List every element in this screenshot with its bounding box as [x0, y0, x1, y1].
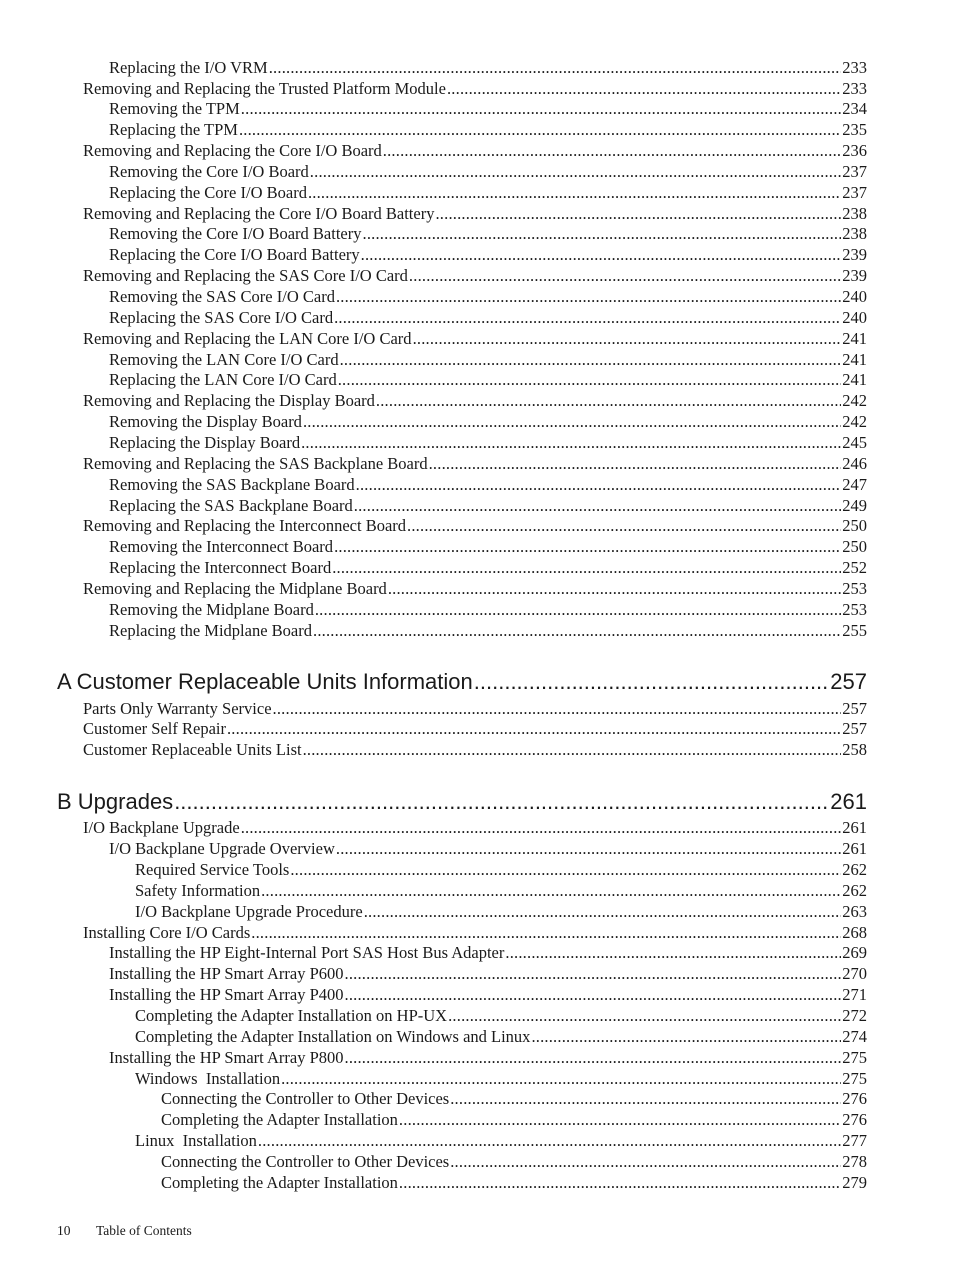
- toc-entry[interactable]: [109, 222, 867, 243]
- toc-entry[interactable]: [109, 368, 867, 389]
- toc-entry-title: Removing and Replacing the LAN Core I/O Card: [83, 329, 412, 348]
- toc-entry-title: Safety Information: [135, 881, 261, 900]
- toc-entry[interactable]: [83, 577, 867, 598]
- toc-chapter-title: B Upgrades: [57, 789, 174, 814]
- toc-entry[interactable]: [83, 816, 867, 837]
- toc-entry-page: 234: [842, 99, 867, 118]
- toc-entry-title: Removing the TPM: [109, 99, 240, 118]
- dot-leader: [448, 1006, 841, 1025]
- toc-entry[interactable]: [109, 348, 867, 369]
- footer-page-number: 10: [57, 1223, 71, 1238]
- dot-leader: [241, 99, 841, 118]
- toc-entry[interactable]: [109, 473, 867, 494]
- toc-entry[interactable]: [83, 327, 867, 348]
- dot-leader: [315, 600, 841, 619]
- dot-leader: [301, 433, 841, 452]
- dot-leader: [474, 668, 830, 696]
- toc-entry-title: Installing the HP Smart Array P800: [109, 1048, 344, 1067]
- toc-entry-page: 241: [842, 370, 867, 389]
- toc-entry-title: Connecting the Controller to Other Devices: [161, 1089, 450, 1108]
- toc-entry-page: 278: [842, 1152, 867, 1171]
- toc-entry-title: Removing and Replacing the SAS Core I/O Card: [83, 266, 408, 285]
- dot-leader: [354, 496, 841, 515]
- toc-entry-title: Removing the Core I/O Board Battery: [109, 224, 362, 243]
- toc-entry-page: 252: [842, 558, 867, 577]
- toc-entry-title: I/O Backplane Upgrade: [83, 818, 240, 837]
- toc-entry-page: 242: [842, 412, 867, 431]
- toc-entry-page: 250: [842, 537, 867, 556]
- toc-entry[interactable]: [109, 837, 867, 858]
- toc-entry[interactable]: [83, 389, 867, 410]
- toc-chapter-entry[interactable]: [57, 786, 867, 816]
- toc-entry-title: Windows Installation: [135, 1069, 281, 1088]
- toc-entry-title: Removing and Replacing the Core I/O Board: [83, 141, 382, 160]
- toc-entry-title: Replacing the Interconnect Board: [109, 558, 332, 577]
- toc-entry-title: Removing and Replacing the Interconnect Board: [83, 516, 407, 535]
- toc-entry[interactable]: [135, 900, 867, 921]
- toc-entry-title: Connecting the Controller to Other Devices: [161, 1152, 450, 1171]
- dot-leader: [447, 79, 841, 98]
- toc-entry-page: 262: [842, 860, 867, 879]
- toc-entry[interactable]: [109, 160, 867, 181]
- dot-leader: [336, 287, 841, 306]
- toc-entry-title: Replacing the SAS Core I/O Card: [109, 308, 334, 327]
- toc-entry-title: Replacing the Display Board: [109, 433, 301, 452]
- toc-entry-page: 268: [842, 923, 867, 942]
- toc-entry-page: 250: [842, 516, 867, 535]
- toc-entry-title: Replacing the TPM: [109, 120, 238, 139]
- dot-leader: [227, 719, 841, 738]
- toc-entry[interactable]: [109, 494, 867, 515]
- toc-entry-page: 262: [842, 881, 867, 900]
- toc-entry-title: Removing the Core I/O Board: [109, 162, 309, 181]
- toc-entry-title: Removing the Midplane Board: [109, 600, 314, 619]
- toc-entry-title: Installing the HP Smart Array P400: [109, 985, 344, 1004]
- toc-entry[interactable]: [83, 514, 867, 535]
- toc-entry-title: Removing the Interconnect Board: [109, 537, 334, 556]
- toc-entry-title: Removing and Replacing the Midplane Board: [83, 579, 387, 598]
- toc-entry-page: 272: [842, 1006, 867, 1025]
- toc-entry-page: 261: [842, 818, 867, 837]
- toc-entry[interactable]: [83, 717, 867, 738]
- toc-entry-page: 253: [842, 600, 867, 619]
- toc-entry-page: 247: [842, 475, 867, 494]
- dot-leader: [383, 141, 841, 160]
- toc-chapter-entry[interactable]: [57, 666, 867, 696]
- dot-leader: [435, 204, 841, 223]
- dot-leader: [258, 1131, 841, 1150]
- toc-entry[interactable]: [135, 1004, 867, 1025]
- dot-leader: [313, 621, 841, 640]
- toc-entry[interactable]: [161, 1150, 867, 1171]
- dot-leader: [310, 162, 841, 181]
- toc-entry-title: Linux Installation: [135, 1131, 257, 1150]
- toc-entry-page: 261: [842, 839, 867, 858]
- toc-entry[interactable]: [83, 738, 867, 759]
- toc-entry-page: 238: [842, 204, 867, 223]
- toc-entry-title: Removing the SAS Core I/O Card: [109, 287, 335, 306]
- toc-entry[interactable]: [161, 1108, 867, 1129]
- dot-leader: [376, 391, 841, 410]
- toc-entry-page: 253: [842, 579, 867, 598]
- toc-entry[interactable]: [109, 410, 867, 431]
- toc-entry-page: 241: [842, 329, 867, 348]
- toc-chapter-page: 257: [830, 669, 867, 694]
- toc-entry[interactable]: [161, 1171, 867, 1192]
- toc-entry-page: 270: [842, 964, 867, 983]
- toc-entry[interactable]: [109, 598, 867, 619]
- dot-leader: [531, 1027, 841, 1046]
- toc-entry[interactable]: [135, 1025, 867, 1046]
- toc-entry-page: 269: [842, 943, 867, 962]
- toc-entry-title: Completing the Adapter Installation: [161, 1173, 398, 1192]
- dot-leader: [338, 370, 842, 389]
- dot-leader: [450, 1152, 841, 1171]
- toc-entry-title: Customer Replaceable Units List: [83, 740, 302, 759]
- toc-entry[interactable]: [109, 243, 867, 264]
- dot-leader: [364, 902, 842, 921]
- dot-leader: [303, 412, 841, 431]
- dot-leader: [361, 245, 842, 264]
- dot-leader: [340, 350, 842, 369]
- toc-entry-page: 245: [842, 433, 867, 452]
- toc-entry-page: 242: [842, 391, 867, 410]
- dot-leader: [399, 1173, 841, 1192]
- toc-chapter-page: 261: [830, 789, 867, 814]
- toc-entry-page: 246: [842, 454, 867, 473]
- dot-leader: [413, 329, 842, 348]
- toc-entry-title: Removing and Replacing the Display Board: [83, 391, 375, 410]
- dot-leader: [290, 860, 841, 879]
- toc-entry-page: 275: [842, 1069, 867, 1088]
- toc-entry-title: Removing the SAS Backplane Board: [109, 475, 355, 494]
- toc-entry[interactable]: [109, 619, 867, 640]
- toc-entry-page: 263: [842, 902, 867, 921]
- toc-entry[interactable]: [135, 858, 867, 879]
- toc-entry-page: 235: [842, 120, 867, 139]
- toc-entry[interactable]: [109, 285, 867, 306]
- dot-leader: [429, 454, 842, 473]
- toc-entry[interactable]: [83, 452, 867, 473]
- dot-leader: [269, 58, 842, 77]
- toc-entry[interactable]: [83, 697, 867, 718]
- toc-entry-title: Removing and Replacing the Trusted Platform Module: [83, 79, 446, 98]
- footer-section-title: Table of Contents: [96, 1223, 192, 1238]
- dot-leader: [241, 818, 842, 837]
- toc-entry[interactable]: [109, 962, 867, 983]
- toc-entry-page: 236: [842, 141, 867, 160]
- toc-entry-title: Completing the Adapter Installation on Windows and Linux: [135, 1027, 531, 1046]
- toc-entry[interactable]: [83, 921, 867, 942]
- toc-entry-page: 275: [842, 1048, 867, 1067]
- toc-entry-title: Removing the LAN Core I/O Card: [109, 350, 339, 369]
- toc-chapter-title: A Customer Replaceable Units Information: [57, 669, 473, 694]
- dot-leader: [261, 881, 841, 900]
- toc-entry-page: 257: [842, 719, 867, 738]
- toc-entry-page: 233: [842, 79, 867, 98]
- dot-leader: [356, 475, 842, 494]
- dot-leader: [407, 516, 841, 535]
- toc-entry-page: 239: [842, 245, 867, 264]
- dot-leader: [345, 1048, 842, 1067]
- toc-entry[interactable]: [135, 879, 867, 900]
- dot-leader: [281, 1069, 841, 1088]
- toc-entry-title: Installing Core I/O Cards: [83, 923, 251, 942]
- dot-leader: [239, 120, 841, 139]
- dot-leader: [450, 1089, 841, 1108]
- toc-entry-page: 241: [842, 350, 867, 369]
- toc-entry[interactable]: [109, 306, 867, 327]
- toc-entry-page: 233: [842, 58, 867, 77]
- toc-entry[interactable]: [109, 56, 867, 77]
- toc-entry-title: Customer Self Repair: [83, 719, 226, 738]
- dot-leader: [336, 839, 841, 858]
- toc-entry-page: 279: [842, 1173, 867, 1192]
- toc-entry-page: 277: [842, 1131, 867, 1150]
- toc-entry[interactable]: [135, 1067, 867, 1088]
- dot-leader: [399, 1110, 841, 1129]
- toc-entry-title: Removing the Display Board: [109, 412, 302, 431]
- toc-entry-page: 255: [842, 621, 867, 640]
- toc-entry-title: Replacing the Core I/O Board Battery: [109, 245, 360, 264]
- toc-entry[interactable]: [109, 983, 867, 1004]
- toc-entry[interactable]: [109, 535, 867, 556]
- toc-entry-page: 276: [842, 1110, 867, 1129]
- toc-entry-title: Parts Only Warranty Service: [83, 699, 272, 718]
- toc-entry[interactable]: [109, 556, 867, 577]
- toc-entry-page: 274: [842, 1027, 867, 1046]
- toc-entry-page: 237: [842, 162, 867, 181]
- toc-entry-title: Installing the HP Eight-Internal Port SAS Host Bus Adapter: [109, 943, 505, 962]
- toc-entry-title: Removing and Replacing the Core I/O Board Battery: [83, 204, 435, 223]
- toc-entry-page: 276: [842, 1089, 867, 1108]
- toc-entry[interactable]: [135, 1129, 867, 1150]
- toc-entry[interactable]: [109, 1046, 867, 1067]
- dot-leader: [332, 558, 841, 577]
- toc-entry[interactable]: [83, 202, 867, 223]
- dot-leader: [334, 308, 841, 327]
- toc-entry[interactable]: [161, 1087, 867, 1108]
- toc-entry[interactable]: [83, 77, 867, 98]
- toc-entry-page: 237: [842, 183, 867, 202]
- toc-entry-title: Replacing the I/O VRM: [109, 58, 268, 77]
- dot-leader: [388, 579, 841, 598]
- toc-entry-page: 271: [842, 985, 867, 1004]
- toc-entry-title: Removing and Replacing the SAS Backplane Board: [83, 454, 428, 473]
- toc-entry[interactable]: [109, 97, 867, 118]
- toc-entry-page: 249: [842, 496, 867, 515]
- dot-leader: [174, 788, 829, 816]
- toc-entry[interactable]: [109, 181, 867, 202]
- toc-entry-title: Replacing the Midplane Board: [109, 621, 312, 640]
- toc-entry-title: Required Service Tools: [135, 860, 290, 879]
- dot-leader: [308, 183, 841, 202]
- dot-leader: [345, 964, 842, 983]
- toc-entry-page: 240: [842, 308, 867, 327]
- toc-entry[interactable]: [109, 431, 867, 452]
- toc-entry-page: 257: [842, 699, 867, 718]
- dot-leader: [334, 537, 841, 556]
- dot-leader: [505, 943, 841, 962]
- dot-leader: [409, 266, 841, 285]
- toc-entry[interactable]: [109, 118, 867, 139]
- toc-entry-title: Replacing the SAS Backplane Board: [109, 496, 353, 515]
- toc-entry-title: Replacing the LAN Core I/O Card: [109, 370, 337, 389]
- dot-leader: [251, 923, 841, 942]
- toc-entry-title: Completing the Adapter Installation on HP-UX: [135, 1006, 448, 1025]
- toc-entry-page: 239: [842, 266, 867, 285]
- toc-entry-page: 238: [842, 224, 867, 243]
- dot-leader: [363, 224, 842, 243]
- toc-entry-title: Installing the HP Smart Array P600: [109, 964, 344, 983]
- toc-entry[interactable]: [83, 264, 867, 285]
- dot-leader: [303, 740, 842, 759]
- page-footer: [57, 1222, 192, 1240]
- toc-entry-title: I/O Backplane Upgrade Overview: [109, 839, 335, 858]
- dot-leader: [345, 985, 842, 1004]
- dot-leader: [273, 699, 842, 718]
- toc-entry-title: Completing the Adapter Installation: [161, 1110, 398, 1129]
- toc-entry-page: 240: [842, 287, 867, 306]
- toc-entry[interactable]: [83, 139, 867, 160]
- toc-entry-title: I/O Backplane Upgrade Procedure: [135, 902, 363, 921]
- toc-entry-title: Replacing the Core I/O Board: [109, 183, 307, 202]
- toc-entry[interactable]: [109, 941, 867, 962]
- toc-entry-page: 258: [842, 740, 867, 759]
